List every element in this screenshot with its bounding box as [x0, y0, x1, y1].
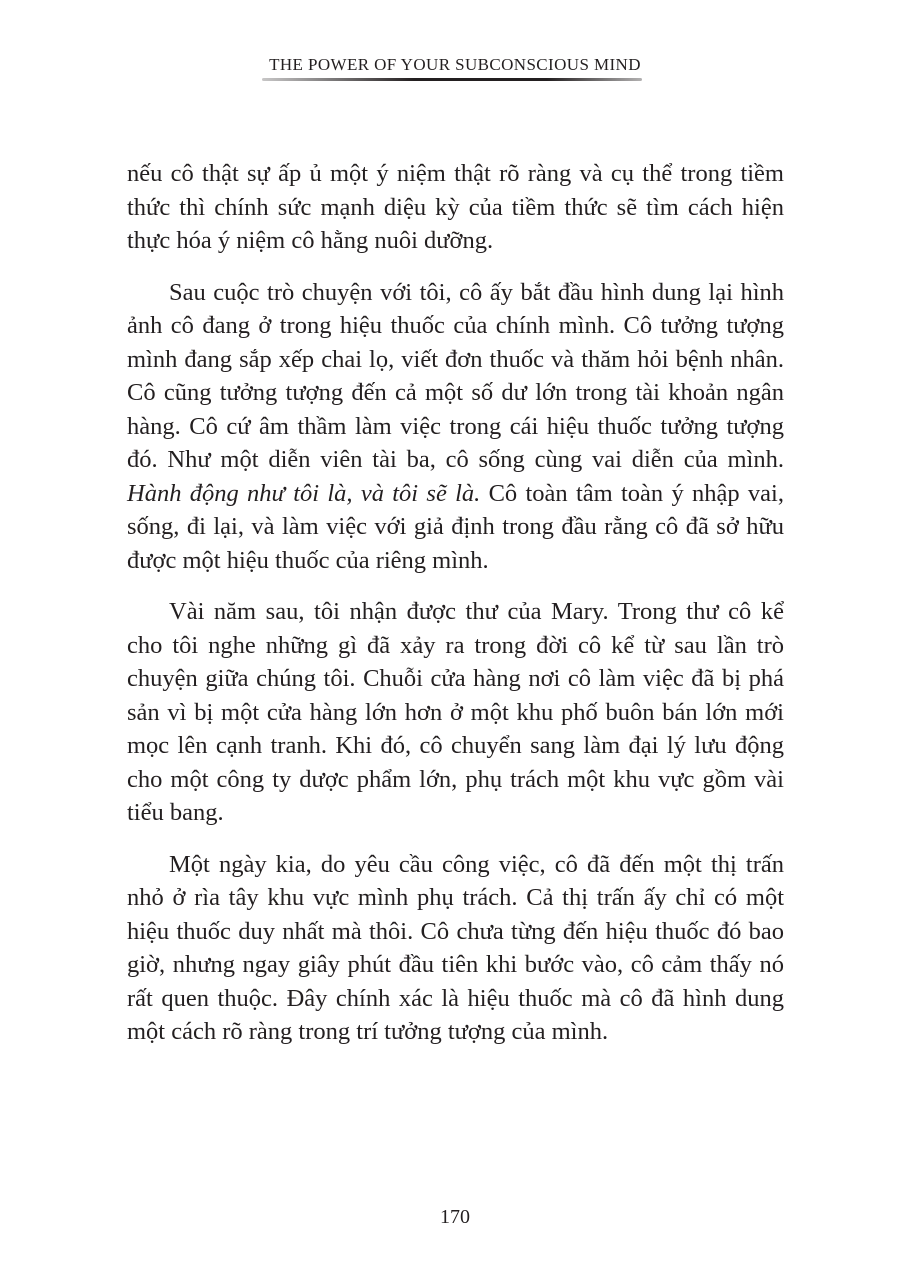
paragraph-4: Một ngày kia, do yêu cầu công việc, cô đã đến một thị trấn nhỏ ở rìa tây khu vực mình phụ trách. Cả thị trấn ấy chỉ có một hiệu thuốc duy nhất mà thôi. Cô chưa từng đến hiệu thuốc đó bao giờ, nhưng ngay giây phút đầu tiên khi bước vào, cô cảm thấy nó rất quen thuộc. Đây chính xác là hiệu thuốc mà cô đã hình dung một cách rõ ràng trong trí tưởng tượng của mình.	[127, 850, 784, 1045]
paragraph-2-text-b: Cô toàn tâm toàn ý nhập vai, sống, đi lại, và làm việc với giả định trong đầu rằng cô đã sở hữu được một hiệu thuốc của riêng mình.	[127, 479, 784, 574]
page-body	[127, 157, 784, 1067]
header-rule	[262, 78, 642, 81]
page-number: 170	[440, 1206, 470, 1228]
paragraph-3: Vài năm sau, tôi nhận được thư của Mary. Trong thư cô kể cho tôi nghe những gì đã xảy ra trong đời cô kể từ sau lần trò chuyện giữa chúng tôi. Chuỗi cửa hàng nơi cô làm việc đã bị phá sản vì bị một cửa hàng lớn hơn ở một khu phố buôn bán lớn mới mọc lên cạnh tranh. Khi đó, cô chuyển sang làm đại lý lưu động cho một công ty dược phẩm lớn, phụ trách một khu vực gồm vài tiểu bang.	[127, 598, 784, 826]
running-title: THE POWER OF YOUR SUBCONSCIOUS MIND	[269, 55, 641, 74]
running-header	[0, 55, 910, 80]
paragraph-2-text-a: Sau cuộc trò chuyện với tôi, cô ấy bắt đầu hình dung lại hình ảnh cô đang ở trong hiệu thuốc của chính mình. Cô tưởng tượng mình đang sắp xếp chai lọ, viết đơn thuốc và thăm hỏi bệnh nhân. Cô cũng tưởng tượng đến cả một số dư lớn trong tài khoản ngân hàng. Cô cứ âm thầm làm việc trong cái hiệu thuốc tưởng tượng đó. Như một diễn viên tài ba, cô sống cùng vai diễn của mình.	[127, 278, 784, 473]
paragraph-1: nếu cô thật sự ấp ủ một ý niệm thật rõ ràng và cụ thể trong tiềm thức thì chính sức mạnh diệu kỳ của tiềm thức sẽ tìm cách hiện thực hóa ý niệm cô hằng nuôi dưỡng.	[127, 160, 784, 254]
paragraph-2	[127, 276, 784, 578]
paragraph-2-italic-quote: Hành động như tôi là, và tôi sẽ là.	[127, 479, 481, 507]
